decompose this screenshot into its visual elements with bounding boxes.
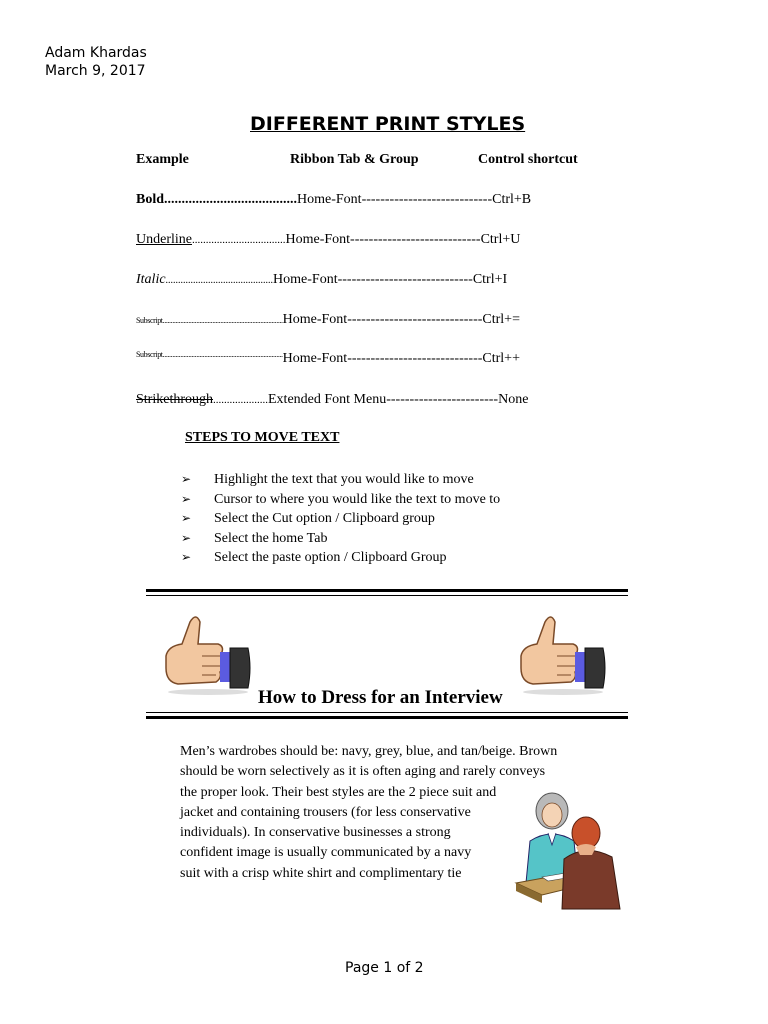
paragraph-line: the proper look. Their best styles are the 2 piece suit and — [180, 784, 497, 800]
arrow-bullet-icon: ➢ — [181, 550, 192, 564]
leader-dots: ...................................... — [164, 192, 298, 207]
ribbon-group: Home-Font---------------------------- — [297, 192, 493, 207]
steps-heading: STEPS TO MOVE TEXT — [185, 430, 340, 445]
leader-dots: ........................................................................... — [162, 316, 283, 325]
shortcut: Ctrl+= — [482, 312, 520, 327]
shortcut: Ctrl+U — [480, 232, 521, 247]
paragraph-line: suit with a crisp white shirt and complimentary tie — [180, 865, 462, 881]
document-date: March 9, 2017 — [45, 63, 146, 79]
ribbon-group: Home-Font----------------------------- — [273, 272, 473, 287]
ribbon-group: Home-Font---------------------------- — [285, 232, 481, 247]
leader-dots: ........................................................................... — [162, 350, 283, 359]
shortcut: Ctrl+B — [492, 192, 532, 207]
example-subscript: Subscript — [136, 316, 163, 325]
shortcut: Ctrl+I — [472, 272, 508, 287]
style-row-italic — [136, 272, 507, 288]
ribbon-group: Home-Font----------------------------- — [282, 312, 483, 327]
steps-list — [181, 470, 500, 568]
page-title: DIFFERENT PRINT STYLES — [250, 113, 526, 135]
paragraph-line: Men’s wardrobes should be: navy, grey, blue, and tan/beige. Brown — [180, 744, 558, 759]
list-item — [181, 548, 500, 568]
paragraph-line: jacket and containing trousers (for less conservative — [180, 804, 471, 820]
arrow-bullet-icon: ➢ — [181, 530, 192, 545]
page-number: Page 1 of 2 — [345, 960, 424, 976]
example-italic: Italic — [136, 272, 166, 287]
list-item — [181, 490, 500, 510]
interview-illustration — [512, 783, 622, 913]
step-text: Cursor to where you would like the text to move to — [214, 491, 501, 507]
thumbs-up-icon — [160, 612, 255, 697]
step-text: Select the home Tab — [214, 530, 328, 546]
column-header-example: Example — [136, 152, 189, 167]
banner-bottom-rule-thick — [146, 716, 628, 719]
thumbs-up-icon — [515, 612, 610, 697]
style-row-bold — [136, 192, 531, 208]
author-name: Adam Khardas — [45, 45, 147, 61]
example-bold: Bold — [136, 192, 165, 207]
arrow-bullet-icon: ➢ — [181, 491, 192, 506]
arrow-bullet-icon: ➢ — [181, 511, 192, 525]
paragraph-line: individuals). In conservative businesses a strong — [180, 825, 451, 841]
list-item — [181, 529, 500, 549]
column-header-ribbon: Ribbon Tab & Group — [290, 152, 419, 167]
shortcut: None — [498, 392, 529, 407]
step-text: Highlight the text that you would like to move — [214, 472, 474, 487]
list-item — [181, 509, 500, 529]
paragraph-line: should be worn selectively as it is often aging and rarely conveys — [180, 764, 546, 780]
ribbon-group: Home-Font----------------------------- — [282, 351, 483, 366]
style-row-subscript — [136, 312, 520, 328]
example-subscript: Subscript — [136, 350, 163, 359]
step-text: Select the paste option / Clipboard Group — [214, 550, 447, 565]
example-underline: Underline — [136, 232, 192, 247]
leader-dots: .................................. — [191, 234, 286, 246]
leader-dots: .................... — [213, 394, 268, 406]
banner-top-rule-thin — [146, 595, 628, 596]
ribbon-group: Extended Font Menu------------------------ — [268, 392, 499, 407]
column-header-shortcut: Control shortcut — [478, 152, 578, 167]
shortcut: Ctrl++ — [482, 351, 520, 366]
style-row-underline — [136, 232, 520, 248]
paragraph-line: confident image is usually communicated by a navy — [180, 845, 472, 861]
style-row-strikethrough — [136, 392, 528, 408]
banner-top-rule-thick — [146, 589, 628, 592]
arrow-bullet-icon: ➢ — [181, 472, 192, 486]
step-text: Select the Cut option / Clipboard group — [214, 511, 435, 526]
example-strikethrough: Strikethrough — [136, 392, 213, 407]
leader-dots: ........................................... — [165, 275, 274, 286]
list-item — [181, 470, 500, 490]
style-row-subscript-2 — [136, 350, 520, 367]
banner-title: How to Dress for an Interview — [258, 687, 503, 708]
banner-bottom-rule-thin — [146, 712, 628, 713]
